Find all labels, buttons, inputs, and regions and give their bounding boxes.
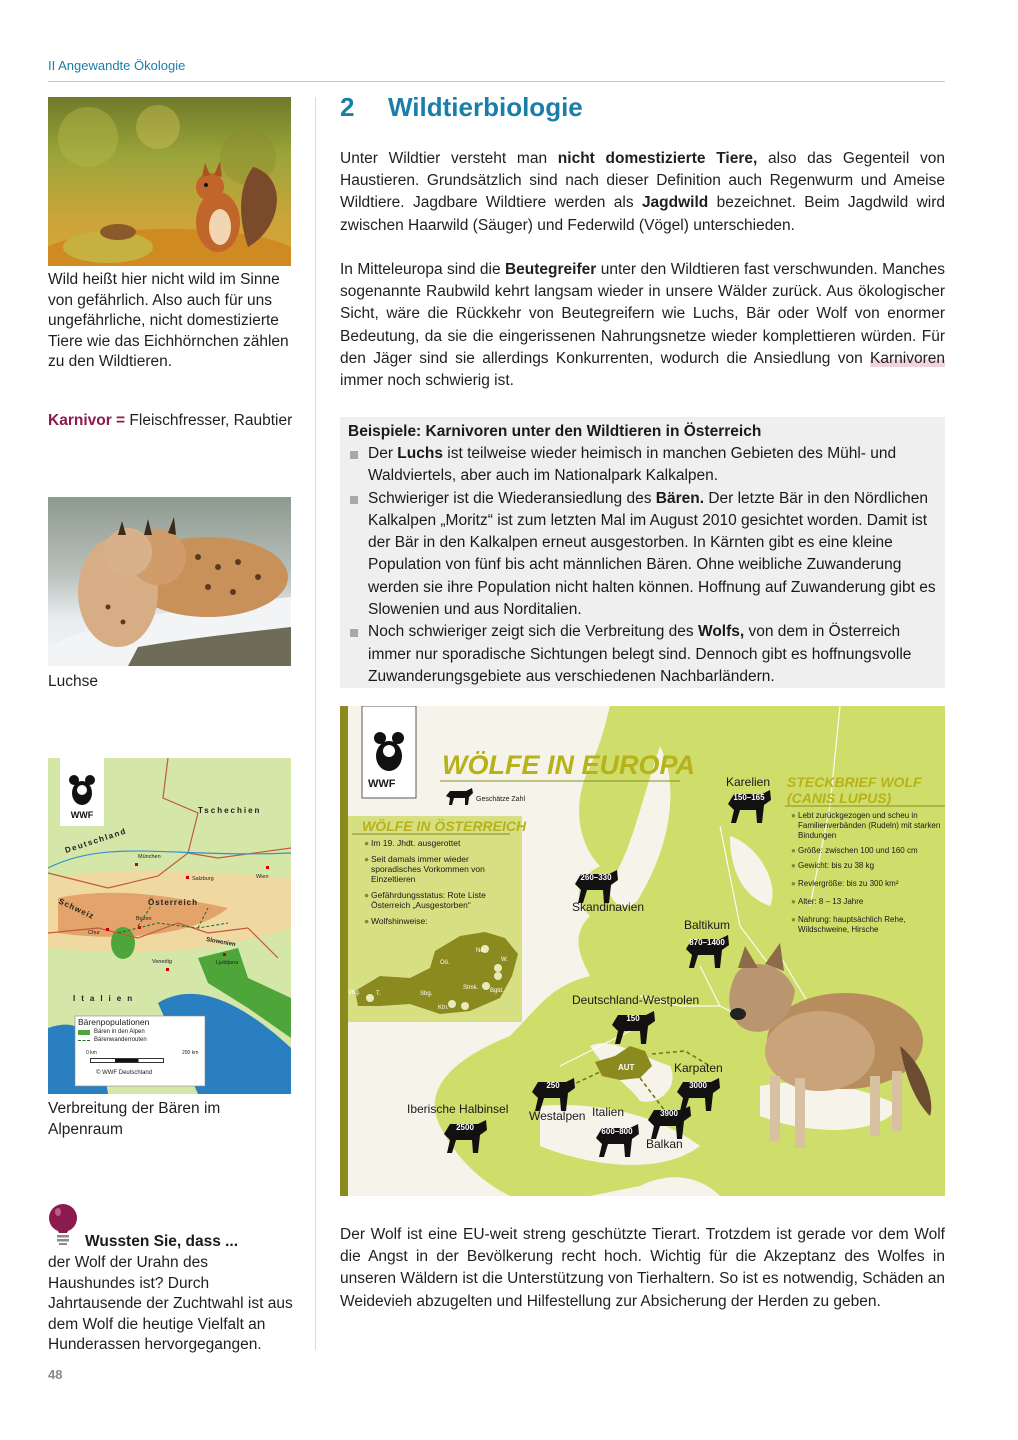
wolf-count-badge [610,1011,656,1045]
examples-list [348,443,937,688]
text-run: Schwieriger ist die Wiederansiedlung des [368,489,656,507]
pin-icon: ● [364,916,370,926]
bear-map-legend-routes [78,1037,147,1043]
profile-fact [791,915,941,935]
bear-map-copyright: © WWF Deutschland [96,1070,153,1076]
karnivor-meaning: Fleischfresser, Raubtier [125,412,293,429]
bear-map-caption: Verbreitung der Bären im Alpenraum [48,1100,221,1138]
region-label: Balkan [646,1137,683,1151]
wolf-count-badge [646,1106,692,1140]
svg-text:Tschechien: Tschechien [198,806,262,815]
state-label: T. [376,991,381,997]
column-divider [315,97,316,1350]
did-you-know-text: der Wolf der Urahn des Haushundes ist? Durch Jahrtausende der Zuchtwahl ist aus dem Wolf die heutige Vielfalt an Hunderassen hervorgegangen. [48,1254,293,1354]
text-run: Noch schwieriger zeigt sich die Verbreitung des [368,623,698,641]
pin-icon: ● [791,861,796,870]
profile-fact [791,861,941,871]
scale-start: 0 km [86,1050,97,1056]
profile-fact [791,897,941,907]
profile-fact [791,879,941,889]
wolf-count-badge [573,870,619,904]
svg-text:WWF: WWF [70,810,94,820]
fact-text: Seit damals immer wieder sporadisches Vorkommen von Einzeltieren [371,854,485,884]
list-item [348,621,937,688]
wolf-count-badge [594,1124,640,1158]
pin-icon: ● [791,846,796,855]
pin-icon: ● [791,897,796,906]
svg-text:Wien: Wien [256,874,269,880]
svg-text:Salzburg: Salzburg [192,876,214,882]
state-label: Oö. [440,960,450,966]
profile-title-line2: (CANIS LUPUS) [787,790,892,806]
karnivor-definition [48,411,298,432]
profile-fact [791,811,941,841]
wolf-count: 150–165 [733,793,765,802]
pin-icon: ● [791,915,796,924]
svg-text:Österreich: Österreich [148,898,199,907]
fact-text: Alter: 8 – 13 Jahre [798,897,864,906]
population-swatch [78,1030,90,1035]
chapter-title-text: Wildtierbiologie [388,92,583,122]
austria-map-label: AUT [618,1063,635,1072]
wolf-profile-facts [791,811,941,935]
fact-text: Nahrung: hauptsächlich Rehe, Wildschweine, Hirsche [798,915,906,934]
text-run: In Mitteleuropa sind die [340,261,505,278]
wwf-logo-text: WWF [368,778,396,790]
wolf-count-badge [726,790,772,824]
text-run: also das Gegenteil von Haustieren. Grundsätzlich sind nach dieser Definition auch Regenwurm und Ameise Wildtiere. Jagdbare Wildtiere werden als [340,150,945,212]
text-run: bezeichnet. Beim Jagdwild wird zwischen Haarwild (Säuger) und Federwild (Vögel) unterschieden. [340,194,945,234]
fact-text: Gefährdungsstatus: Rote Liste Österreich „Ausgestorben“ [371,890,486,910]
austria-fact [364,854,516,884]
pin-icon: ● [364,890,370,900]
svg-text:Slowenien: Slowenien [205,937,236,949]
wolf-count-badge [684,935,730,969]
state-label: W. [501,957,508,963]
bear-map-legend-population [78,1029,145,1035]
intro-paragraph [340,148,945,237]
region-label: Skandinavien [572,900,645,914]
page-number: 48 [48,1367,63,1382]
fact-text: Lebt zurückgezogen und scheu in Familienverbänden (Rudeln) mit starken Bindungen [798,811,941,840]
running-head: II Angewandte Ökologie [48,58,186,73]
wolf-count: 250 [546,1081,560,1090]
state-label: Nö. [476,948,486,954]
wolf-count-badge [530,1078,576,1112]
bear-map-legend-title: Bärenpopulationen [78,1017,150,1027]
pin-icon: ● [364,838,370,848]
routes-swatch [78,1040,90,1041]
list-item [348,443,937,488]
wolf-count: 2500 [456,1123,474,1132]
wolf-count: 150 [626,1014,640,1023]
wolf-silhouette-icon [444,786,474,806]
austria-facts [364,838,516,926]
state-label: Bgld. [490,988,504,994]
bold-term: Luchs [397,445,443,462]
region-label: Italien [592,1105,625,1119]
examples-box-title: Beispiele: Karnivoren unter den Wildtieren in Österreich [348,423,762,440]
pin-icon: ● [791,811,796,820]
svg-text:Deutschland: Deutschland [63,826,128,855]
text-run: Unter Wildtier versteht man [340,150,558,167]
squirrel-caption: Wild heißt hier nicht wild im Sinne von gefährlich. Also auch für uns ungefährliche, nicht domestizierte Tiere wie das Eichhörnchen zählen zu den Wildtieren. [48,271,289,371]
svg-text:Venedig: Venedig [152,959,172,965]
text-run: immer noch schwierig ist. [340,372,514,390]
text-run: unter den Wildtieren fast verschwunden. Manches sogenannte Raubwild kehrt langsam wieder in unsere Wälder zurück. Aus ökologischer Sicht, wäre die Rückkehr von Beutegreifern wie Luchs, Bär oder Wolf von enormer Bedeutung, da sie die eingerissenen Nahrungsnetze wieder komplettieren würden. Für den Jäger sind sie allerdings Konkurrenten, wodurch die Ansiedlung von [340,261,945,367]
region-label: Westalpen [529,1109,586,1123]
austria-fact [364,916,516,926]
bold-term: nicht domestizierte Tiere, [557,150,758,167]
text-run: von dem in Österreich immer nur sporadische Sichtungen belegt sind. Dennoch gibt es hoffnungsvolle Zuwanderungsgebiete aus verschiedenen Nachbarländern. [368,623,912,685]
svg-text:Italien: Italien [73,994,139,1003]
state-label: Sbg. [420,991,433,997]
wolf-count: 3900 [660,1109,678,1118]
fact-text: Im 19. Jhdt. ausgerottet [371,838,461,848]
scale-bar [90,1058,164,1063]
fact-text: Wolfshinweise: [371,916,428,926]
svg-text:Schweiz: Schweiz [57,896,96,922]
fact-text: Reviergröße: bis zu 300 km² [798,879,899,888]
svg-text:Bozen: Bozen [136,916,152,922]
bold-term: Wolfs, [697,623,745,641]
region-label: Deutschland-Westpolen [572,993,700,1007]
fact-text: Gewicht: bis zu 38 kg [798,861,875,870]
wolves-in-europe-map [340,706,945,1196]
bold-term: Bären. [655,489,705,507]
bold-term: Jagdwild [641,194,709,212]
text-run: Der [368,445,398,462]
svg-text:Ljubljana: Ljubljana [216,960,239,966]
austria-fact [364,890,516,910]
state-label: Ktn. [438,1005,449,1011]
examples-box [340,417,945,688]
squirrel-photo [48,97,291,266]
lightbulb-icon [48,1203,80,1247]
pin-icon: ● [791,879,796,888]
did-you-know-title: Wussten Sie, dass ... [85,1233,239,1250]
chapter-number: 2 [340,92,355,122]
austria-panel-title: WÖLFE IN ÖSTERREICH [362,818,527,834]
fact-text: Größe: zwischen 100 und 160 cm [798,846,918,855]
lynx-caption: Luchse [48,673,98,690]
region-label: Baltikum [684,918,731,932]
list-item [348,488,937,622]
closing-paragraph: Der Wolf ist eine EU-weit streng geschützte Tierart. Trotzdem ist gerade vor dem Wolf die Angst in der Bevölkerung recht hoch. Wichtig für die Akzeptanz des Wolfes in unseren Wäldern ist die Unterstützung von Tierhaltern. So ist es notwendig, Schäden an Weidevieh abzugelten und Hilfestellung zur Absicherung der Herden zu geben. [340,1226,945,1310]
pin-icon: ● [364,854,370,864]
legend-routes-label: Bärenwanderrouten [94,1037,147,1043]
chapter-title [340,92,583,123]
wolf-count: 870–1400 [689,938,725,947]
state-label: Vbg. [348,990,361,996]
lynx-photo [48,497,291,666]
profile-title-line1: STECKBRIEF WOLF [787,774,922,790]
highlighted-term: Karnivoren [870,349,945,367]
scale-end: 200 km [182,1050,199,1056]
region-label: Karelien [726,775,771,789]
predators-paragraph [340,259,945,392]
text-run: Der letzte Bär in den Nördlichen Kalkalpen „Moritz“ ist zum letzten Mal im August 2010 gesichtet worden. Damit ist der Bär in den Kalkalpen erneut ausgestorben. In Kärnten gibt es eine kleine Population von fünf bis acht männlichen Bären. Ohne weibliche Zuwanderung werden sie ihre Population nicht halten können. Hoffnung auf Zuwanderung gibt es Slowenien und aus Norditalien. [368,489,936,619]
legend-population-label: Bären in den Alpen [94,1029,145,1035]
wolf-count-badge [442,1120,488,1154]
header-divider [48,81,945,82]
wolf-map-title: WÖLFE IN EUROPA [442,750,695,780]
svg-text:München: München [138,854,161,860]
region-label: Karpaten [674,1061,723,1075]
profile-fact [791,846,941,856]
karnivor-term: Karnivor = [48,412,126,429]
text-run: ist teilweise wieder heimisch in manchen Gebieten des Mühl- und Waldviertels, aber auch im Nationalpark Kalkalpen. [368,445,897,485]
wolf-map-legend: Geschätze Zahl [476,796,526,803]
austria-fact [364,838,516,848]
bold-term: Beutegreifer [504,261,597,278]
svg-text:Chur: Chur [88,930,100,936]
wolf-count: 600–800 [601,1127,633,1136]
state-label: Stmk. [463,985,479,991]
wolf-count: 3000 [689,1081,707,1090]
bear-distribution-map [48,758,291,1094]
region-label: Iberische Halbinsel [407,1102,509,1116]
wolf-count: 260–330 [580,873,612,882]
